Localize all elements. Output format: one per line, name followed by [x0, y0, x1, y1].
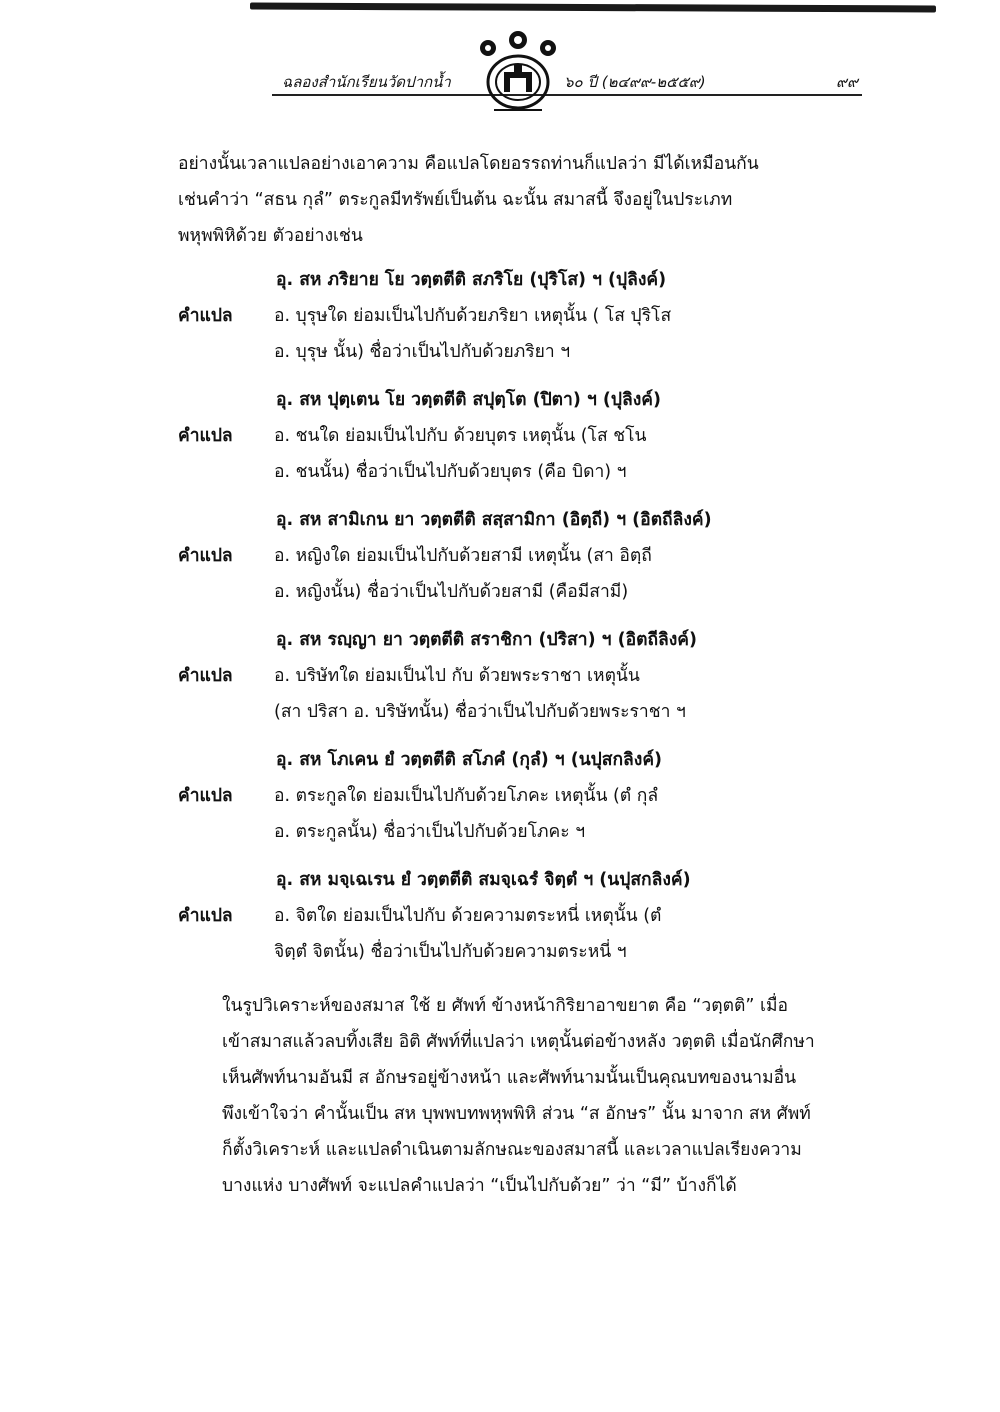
- text-line: อย่างนั้นเวลาแปลอย่างเอาความ คือแปลโดยอรรถท่านก็แปลว่า มีได้เหมือนกัน: [178, 154, 759, 174]
- translation-label: คำแปล: [178, 306, 233, 326]
- translation-line: อ. หญิงนั้น) ชื่อว่าเป็นไปกับด้วยสามี (คือมีสามี): [274, 582, 629, 602]
- translation-label: คำแปล: [178, 666, 233, 686]
- page-body: [178, 146, 858, 1204]
- translation-line: อ. ชนนั้น) ชื่อว่าเป็นไปกับด้วยบุตร (คือ บิดา) ฯ: [274, 462, 627, 482]
- translation-line: อ. บุรุษใด ย่อมเป็นไปกับด้วยภริยา เหตุนั้น ( โส ปุริโส: [274, 306, 672, 326]
- text-line: เห็นศัพท์นามอันมี ส อักษรอยู่ข้างหน้า และศัพท์นามนั้นเป็นคุณบทของนามอื่น: [222, 1068, 797, 1088]
- translation-line: อ. หญิงใด ย่อมเป็นไปกับด้วยสามี เหตุนั้น (สา อิตฺถี: [274, 546, 652, 566]
- top-scan-bar: [250, 3, 936, 13]
- example-block: [178, 742, 858, 850]
- example-block: [178, 382, 858, 490]
- translation-label: คำแปล: [178, 426, 233, 446]
- text-line: เช่นคำว่า “สธน กุลํ” ตระกูลมีทรัพย์เป็นต้น ฉะนั้น สมาสนี้ จึงอยู่ในประเภท: [178, 190, 733, 210]
- text-line: ในรูปวิเคราะห์ของสมาส ใช้ ย ศัพท์ ข้างหน้ากิริยาอาขยาต คือ “วตฺตติ” เมื่อ: [222, 996, 789, 1016]
- translation-line: อ. จิตใด ย่อมเป็นไปกับ ด้วยความตระหนี่ เหตุนั้น (ตํ: [274, 906, 662, 926]
- translation-line: (สา ปริสา อ. บริษัทนั้น) ชื่อว่าเป็นไปกับด้วยพระราชา ฯ: [274, 702, 686, 722]
- translation-line: อ. ตระกูลใด ย่อมเป็นไปกับด้วยโภคะ เหตุนั้น (ตํ กุลํ: [274, 786, 659, 806]
- translation-line: อ. บริษัทใด ย่อมเป็นไป กับ ด้วยพระราชา เหตุนั้น: [274, 666, 640, 686]
- header-years: ๖๐ ปี (๒๔๙๙-๒๕๕๙): [564, 73, 706, 91]
- header-title: ฉลองสำนักเรียนวัดปากน้ำ: [282, 73, 451, 91]
- translation-line: อ. บุรุษ นั้น) ชื่อว่าเป็นไปกับด้วยภริยา ฯ: [274, 342, 571, 362]
- text-line: ก็ตั้งวิเคราะห์ และแปลดำเนินตามลักษณะของสมาสนี้ และเวลาแปลเรียงความ: [222, 1140, 802, 1160]
- example-block: [178, 502, 858, 610]
- closing-paragraph: [178, 988, 858, 1204]
- running-header: [262, 56, 872, 112]
- intro-paragraph: [178, 146, 858, 254]
- temple-seal-logo: [474, 28, 562, 118]
- example-block: [178, 262, 858, 370]
- translation-label: คำแปล: [178, 546, 233, 566]
- example-heading: อุ. สห ปุตฺเตน โย วตฺตตีติ สปุตฺโต (ปิตา) ฯ (ปุลิงค์): [276, 390, 661, 410]
- text-line: เข้าสมาสแล้วลบทิ้งเสีย อิติ ศัพท์ที่แปลว่า เหตุนั้นต่อข้างหลัง วตฺตติ เมื่อนักศึกษา: [222, 1032, 815, 1052]
- translation-line: อ. ชนใด ย่อมเป็นไปกับ ด้วยบุตร เหตุนั้น (โส ชโน: [274, 426, 647, 446]
- example-heading: อุ. สห ภริยาย โย วตฺตตีติ สภริโย (ปุริโส) ฯ (ปุลิงค์): [276, 270, 667, 290]
- text-line: บางแห่ง บางศัพท์ จะแปลคำแปลว่า “เป็นไปกับด้วย” ว่า “มี” บ้างก็ได้: [222, 1176, 737, 1196]
- text-line: พหุพพิหิด้วย ตัวอย่างเช่น: [178, 226, 363, 246]
- translation-label: คำแปล: [178, 786, 233, 806]
- page-number: ๙๙: [836, 73, 858, 91]
- translation-line: อ. ตระกูลนั้น) ชื่อว่าเป็นไปกับด้วยโภคะ ฯ: [274, 822, 586, 842]
- example-heading: อุ. สห สามิเกน ยา วตฺตตีติ สสฺสามิกา (อิตฺถี) ฯ (อิตถีลิงค์): [276, 510, 712, 530]
- text-line: พึงเข้าใจว่า คำนั้นเป็น สห บุพพบทพหุพพิหิ ส่วน “ส อักษร” นั้น มาจาก สห ศัพท์: [222, 1104, 811, 1124]
- translation-line: จิตฺตํ จิตนั้น) ชื่อว่าเป็นไปกับด้วยความตระหนี่ ฯ: [274, 942, 627, 962]
- example-heading: อุ. สห โภเคน ยํ วตฺตตีติ สโภคํ (กุลํ) ฯ (นปุสกลิงค์): [276, 750, 663, 770]
- header-rule: [272, 94, 862, 96]
- example-block: [178, 622, 858, 730]
- example-heading: อุ. สห มจฺเฉเรน ยํ วตฺตตีติ สมจฺเฉรํ จิตฺตํ ฯ (นปุสกลิงค์): [276, 870, 691, 890]
- example-heading: อุ. สห รญฺญา ยา วตฺตตีติ สราชิกา (ปริสา) ฯ (อิตถีลิงค์): [276, 630, 698, 650]
- example-block: [178, 862, 858, 970]
- translation-label: คำแปล: [178, 906, 233, 926]
